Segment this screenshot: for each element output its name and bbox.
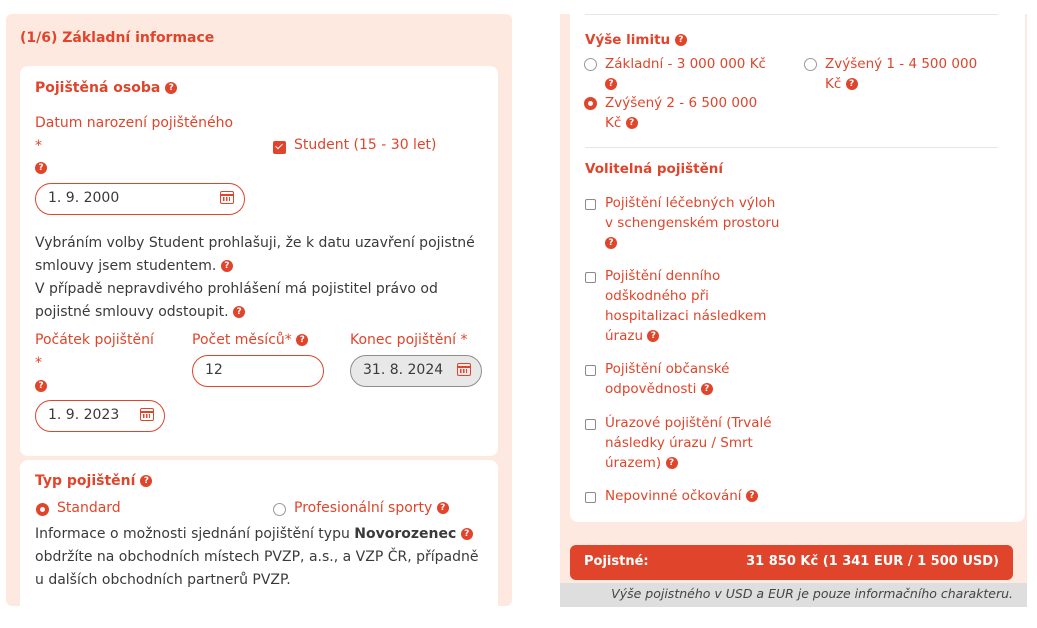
limit-increased-2-label[interactable]: Zvýšený 2 - 6 500 000 Kč ? xyxy=(605,95,758,131)
help-icon[interactable]: ? xyxy=(846,78,858,90)
help-icon[interactable]: ? xyxy=(666,457,678,469)
checkbox-vaccination[interactable] xyxy=(585,492,596,503)
help-icon[interactable]: ? xyxy=(746,490,758,502)
divider xyxy=(585,147,998,148)
dob-value: 1. 9. 2000 xyxy=(48,190,120,206)
start-label: Počátek pojištění xyxy=(35,332,154,348)
checkbox-accident[interactable] xyxy=(585,419,596,430)
help-icon[interactable]: ? xyxy=(35,380,47,392)
help-icon[interactable]: ? xyxy=(221,260,233,272)
end-label: Konec pojištění * xyxy=(350,332,468,348)
help-icon[interactable]: ? xyxy=(165,82,177,94)
start-help[interactable] xyxy=(35,378,47,394)
help-icon[interactable]: ? xyxy=(605,237,617,249)
option-professional-sports-label[interactable]: Profesionální sporty ? xyxy=(294,500,449,516)
calendar-icon[interactable] xyxy=(140,408,154,421)
help-icon[interactable]: ? xyxy=(675,34,687,46)
months-input[interactable] xyxy=(192,355,324,387)
end-date-value: 31. 8. 2024 xyxy=(363,362,444,378)
help-icon[interactable]: ? xyxy=(461,528,473,540)
divider xyxy=(585,14,998,15)
premium-label: Pojistné: xyxy=(584,554,649,569)
help-icon[interactable]: ? xyxy=(140,475,152,487)
section-title: (1/6) Základní informace xyxy=(20,30,215,46)
start-date-input[interactable] xyxy=(35,400,165,432)
optional-daily-compensation-label[interactable]: Pojištění denního odškodného při hospitalizaci následkem úrazu ? xyxy=(605,268,767,344)
option-standard-label[interactable]: Standard xyxy=(57,500,121,516)
help-icon[interactable]: ? xyxy=(626,117,638,129)
help-icon[interactable]: ? xyxy=(296,334,308,346)
help-icon[interactable]: ? xyxy=(35,162,47,174)
type-heading: Typ pojištění ? xyxy=(35,473,152,489)
help-icon[interactable]: ? xyxy=(437,502,449,514)
start-required-mark: * xyxy=(35,355,42,371)
radio-limit-basic[interactable] xyxy=(584,58,597,71)
limit-basic-label[interactable]: Základní - 3 000 000 Kč ? xyxy=(605,56,766,89)
student-label[interactable]: Student (15 - 30 let) xyxy=(294,137,437,153)
optional-civil-liability-label[interactable]: Pojištění občanské odpovědnosti ? xyxy=(605,361,730,397)
start-date-value: 1. 9. 2023 xyxy=(48,407,120,423)
optional-heading: Volitelná pojištění xyxy=(585,161,723,177)
student-notice: Vybráním volby Student prohlašuji, že k datu uzavření pojistné smlouvy jsem studentem. ? V případě nepravdivého prohlášení má pojistitel právo od pojistné smlouvy odstoupit. ? xyxy=(35,235,475,320)
limit-increased-1-label[interactable]: Zvýšený 1 - 4 500 000 Kč ? xyxy=(825,56,978,92)
newborn-info: Informace o možnosti sjednání pojištění typu Novorozenec ? obdržíte na obchodních místech PVZP, a.s., a VZP ČR, případně u dalších obchodních partnerů PVZP. xyxy=(35,526,479,588)
end-date-input xyxy=(350,355,482,387)
dob-help[interactable] xyxy=(35,160,47,176)
checkbox-medical-expenses[interactable] xyxy=(585,199,596,210)
radio-limit-increased-1[interactable] xyxy=(804,58,817,71)
radio-limit-increased-2[interactable] xyxy=(584,97,597,110)
optional-medical-expenses-label[interactable]: Pojištění léčebných výloh v schengenském prostoru ? xyxy=(605,195,780,248)
help-icon[interactable]: ? xyxy=(233,306,245,318)
months-value: 12 xyxy=(205,362,223,378)
calendar-icon[interactable] xyxy=(220,191,234,204)
dob-label: Datum narození pojištěného xyxy=(35,115,234,131)
optional-vaccination-label[interactable]: Nepovinné očkování ? xyxy=(605,486,758,506)
premium-bar xyxy=(570,545,1013,580)
optional-accident-label[interactable]: Úrazové pojištění (Trvalé následky úrazu / Smrt úrazem) ? xyxy=(605,415,772,471)
months-label: Počet měsíců* ? xyxy=(192,332,308,348)
help-icon[interactable]: ? xyxy=(647,330,659,342)
insured-heading: Pojištěná osoba ? xyxy=(35,80,177,96)
student-checkbox[interactable] xyxy=(273,141,286,154)
premium-value: 31 850 Kč (1 341 EUR / 1 500 USD) xyxy=(746,554,999,569)
calendar-icon xyxy=(457,363,471,376)
radio-standard[interactable] xyxy=(36,503,49,516)
checkbox-daily-compensation[interactable] xyxy=(585,272,596,283)
dob-required-mark: * xyxy=(35,138,42,154)
radio-professional-sports[interactable] xyxy=(273,503,286,516)
limit-heading: Výše limitu ? xyxy=(585,32,687,48)
checkbox-civil-liability[interactable] xyxy=(585,365,596,376)
help-icon[interactable]: ? xyxy=(701,383,713,395)
premium-note: Výše pojistného v USD a EUR je pouze informačního charakteru. xyxy=(560,583,1027,607)
dob-input[interactable] xyxy=(35,183,245,215)
help-icon[interactable]: ? xyxy=(605,78,617,90)
